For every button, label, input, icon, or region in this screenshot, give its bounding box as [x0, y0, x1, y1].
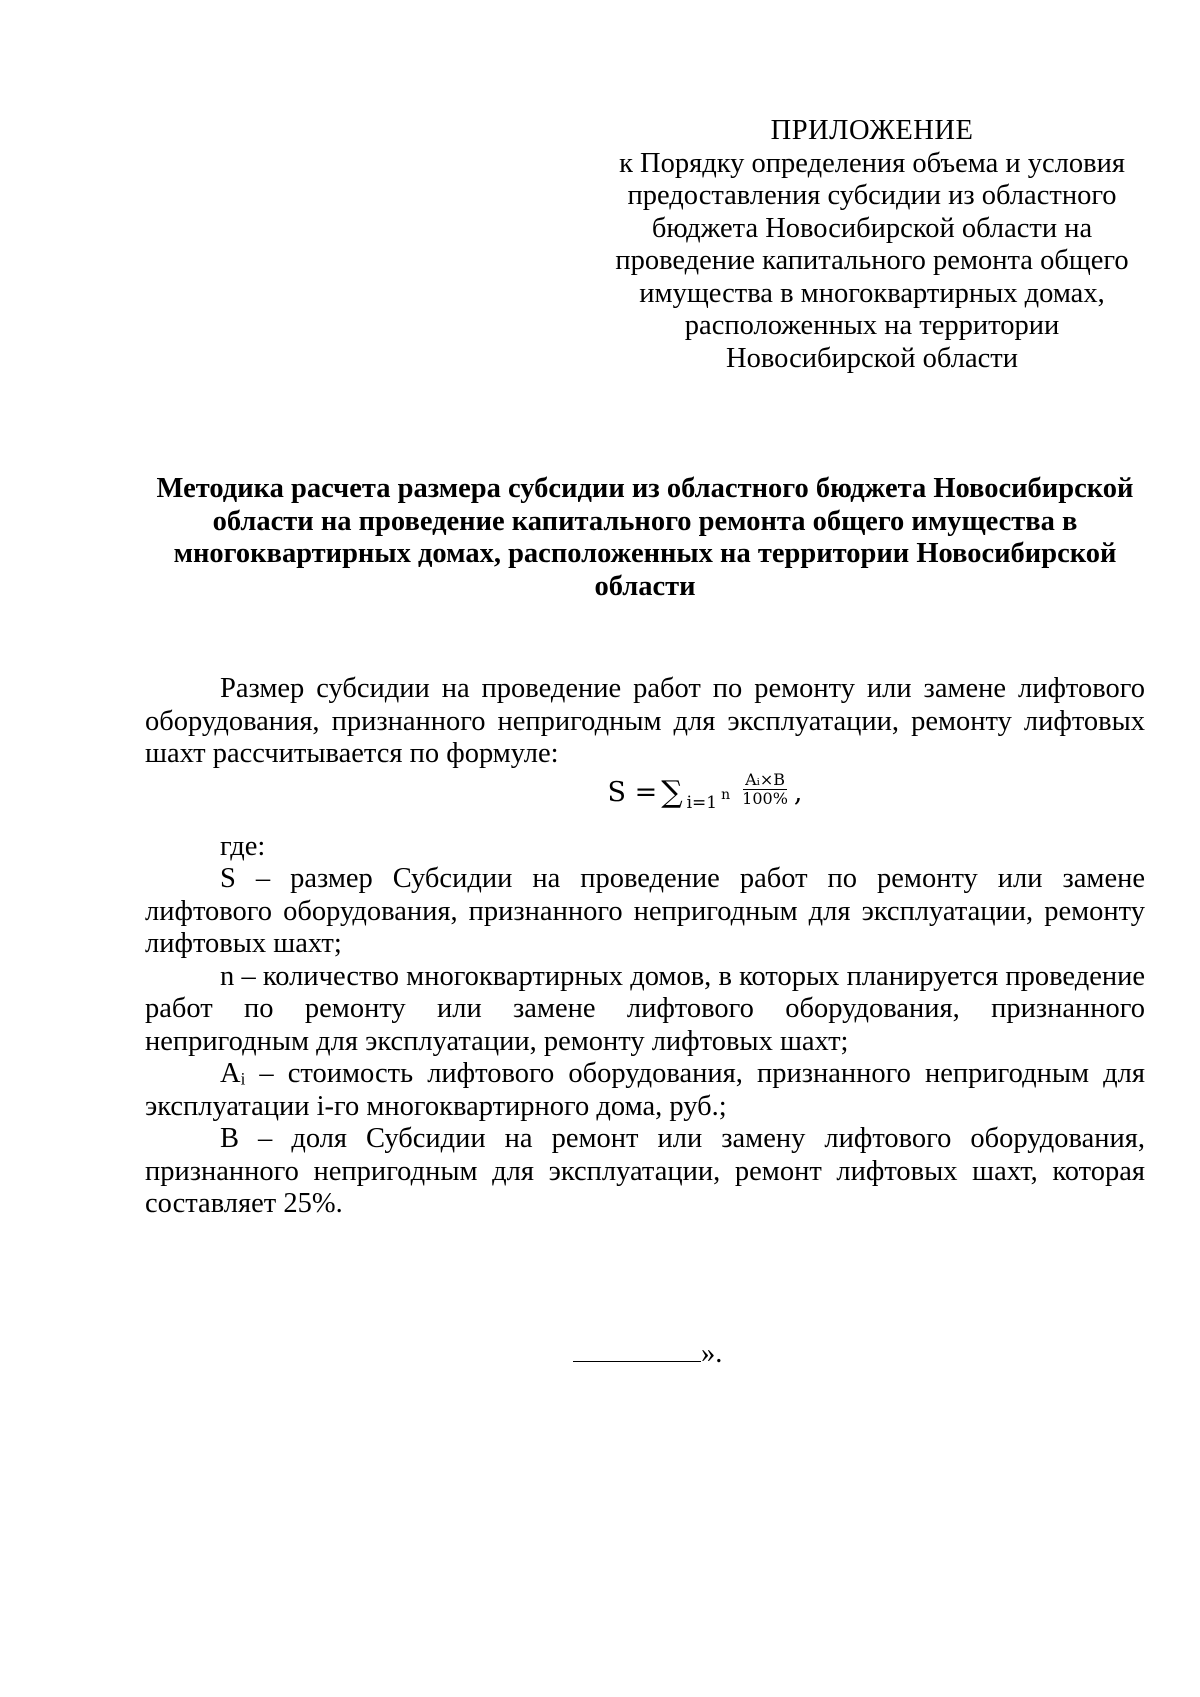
appendix-block — [612, 115, 1132, 375]
fraction-numerator: Aᵢ×B — [745, 770, 785, 790]
appendix-line: к Порядку определения объема и условия — [619, 147, 1125, 179]
heading-line: Методика расчета размера субсидии из областного бюджета Новосибирской — [156, 473, 1134, 504]
appendix-line: предоставления субсидии из областного — [627, 180, 1117, 211]
sum-lower-index: i=1 — [686, 792, 718, 813]
formula-fraction — [740, 771, 790, 808]
appendix-line: бюджета Новосибирской области на — [651, 212, 1093, 244]
appendix-line: расположенных на территории — [684, 310, 1060, 341]
closing-mark — [573, 1337, 722, 1371]
sum-upper-index: n — [721, 786, 731, 803]
where-label: где: — [220, 830, 266, 862]
fraction-denominator: 100% — [742, 789, 788, 809]
signature-line — [573, 1337, 701, 1362]
appendix-line: имущества в многоквартирных домах, — [639, 277, 1105, 309]
heading-line: области — [594, 570, 696, 602]
intro-paragraph: Размер субсидии на проведение работ по ремонту или замене лифтового оборудования, признанного непригодным для эксплуатации, ремонту лифтовых шахт рассчитывается по формуле: — [145, 673, 1145, 769]
subsidy-formula — [607, 770, 803, 813]
formula-row — [145, 771, 1145, 831]
definition-ai: Aᵢ – стоимость лифтового оборудования, признанного непригодным для эксплуатации i-го многоквартирного дома, руб.; — [145, 1058, 1145, 1122]
appendix-line: Новосибирской области — [726, 342, 1018, 374]
appendix-title: ПРИЛОЖЕНИЕ — [770, 115, 974, 146]
appendix-line: проведение капитального ремонта общего — [615, 245, 1129, 276]
sum-symbol: ∑ — [661, 774, 683, 810]
document-heading — [145, 473, 1145, 603]
heading-line: многоквартирных домах, расположенных на территории Новосибирской — [173, 538, 1117, 569]
definition-n: n – количество многоквартирных домов, в которых планируется проведение работ по ремонту или замене лифтового оборудования, признанного непригодным для эксплуатации, ремонту лифтовых шахт; — [145, 960, 1145, 1057]
heading-line: области на проведение капитального ремонта общего имущества в — [212, 505, 1078, 537]
definition-s: S – размер Субсидии на проведение работ по ремонту или замене лифтового оборудования, признанного непригодным для эксплуатации, ремонту лифтовых шахт; — [145, 863, 1145, 959]
definition-b: B – доля Субсидии на ремонт или замену лифтового оборудования, признанного непригодным для эксплуатации, ремонт лифтовых шахт, которая составляет 25%. — [145, 1123, 1145, 1219]
closing-quote: ». — [701, 1338, 723, 1369]
document-body — [145, 673, 1145, 1221]
formula-trailing-comma: , — [793, 776, 803, 808]
formula-lhs: S = — [607, 776, 658, 808]
